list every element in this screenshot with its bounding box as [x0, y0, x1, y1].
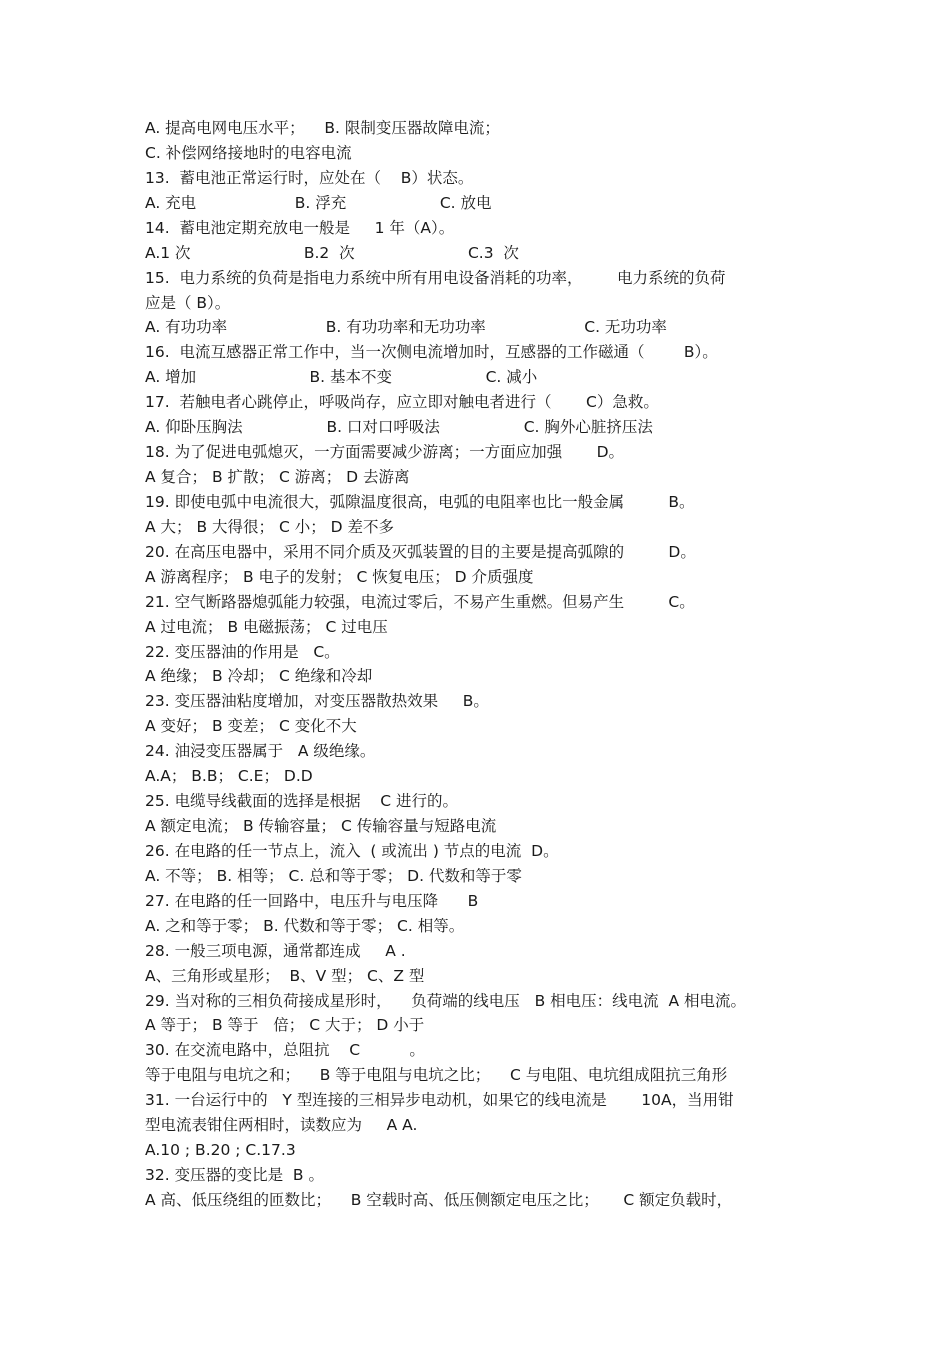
text-line: A. 不等； B. 相等； C. 总和等于零； D. 代数和等于零 [145, 867, 522, 885]
text-line: A 额定电流； B 传输容量； C 传输容量与短路电流 [145, 817, 497, 835]
text-line: A 变好； B 变差； C 变化不大 [145, 717, 357, 735]
text-line: 16. 电流互感器正常工作中，当一次侧电流增加时，互感器的工作磁通（ B）。 [145, 343, 718, 361]
text-line: 19. 即使电弧中电流很大，弧隙温度很高，电弧的电阻率也比一般金属 B。 [145, 493, 695, 511]
text-line: 13. 蓄电池正常运行时，应处在（ B）状态。 [145, 169, 474, 187]
text-line: 30. 在交流电路中，总阻抗 C 。 [145, 1041, 425, 1059]
text-line: 25. 电缆导线截面的选择是根据 C 进行的。 [145, 792, 459, 810]
text-line: 15. 电力系统的负荷是指电力系统中所有用电设备消耗的功率， 电力系统的负荷 [145, 269, 726, 287]
text-line: A、三角形或星形； B、V 型； C、Z 型 [145, 967, 425, 985]
text-line: A 游离程序； B 电子的发射； C 恢复电压； D 介质强度 [145, 568, 534, 586]
text-line: A 高、低压绕组的匝数比； B 空载时高、低压侧额定电压之比； C 额定负载时， [145, 1191, 733, 1209]
text-line: A. 之和等于零； B. 代数和等于零； C. 相等。 [145, 917, 465, 935]
text-line: 28. 一般三项电源，通常都连成 A . [145, 942, 406, 960]
text-line: A 过电流； B 电磁振荡； C 过电压 [145, 618, 388, 636]
text-line: A.1 次 B.2 次 C.3 次 [145, 244, 519, 262]
text-line: 27. 在电路的任一回路中，电压升与电压降 B [145, 892, 479, 910]
text-line: 21. 空气断路器熄弧能力较强，电流过零后，不易产生重燃。但易产生 C。 [145, 593, 695, 611]
text-line: A 复合； B 扩散； C 游离； D 去游离 [145, 468, 410, 486]
text-line: 29. 当对称的三相负荷接成星形时， 负荷端的线电压 B 相电压：线电流 A 相电流。 [145, 992, 747, 1010]
text-line: A.10 ; B.20 ; C.17.3 [145, 1141, 296, 1159]
text-line: A 绝缘； B 冷却； C 绝缘和冷却 [145, 667, 373, 685]
text-line: 17. 若触电者心跳停止，呼吸尚存，应立即对触电者进行（ C）急救。 [145, 393, 659, 411]
text-line: A. 充电 B. 浮充 C. 放电 [145, 194, 492, 212]
text-line: 等于电阻与电坑之和； B 等于电阻与电坑之比； C 与电阻、电坑组成阻抗三角形 [145, 1066, 728, 1084]
text-line: A. 提高电网电压水平； B. 限制变压器故障电流； [145, 119, 500, 137]
text-line: C. 补偿网络接地时的电容电流 [145, 144, 352, 162]
text-line: 26. 在电路的任一节点上，流入 ( 或流出 ) 节点的电流 D。 [145, 842, 559, 860]
text-line: 18. 为了促进电弧熄灭，一方面需要减少游离；一方面应加强 D。 [145, 443, 625, 461]
text-line: A.A； B.B； C.E； D.D [145, 767, 313, 785]
text-line: A 大； B 大得很； C 小； D 差不多 [145, 518, 394, 536]
text-line: A 等于； B 等于 倍； C 大于； D 小于 [145, 1016, 425, 1034]
text-line: 型电流表钳住两相时，读数应为 A A. [145, 1116, 418, 1134]
text-line: A. 仰卧压胸法 B. 口对口呼吸法 C. 胸外心脏挤压法 [145, 418, 653, 436]
text-line: 14. 蓄电池定期充放电一般是 1 年（A）。 [145, 219, 455, 237]
text-line: 31. 一台运行中的 Y 型连接的三相异步电动机，如果它的线电流是 10A，当用钳 [145, 1091, 734, 1109]
text-line: A. 有功功率 B. 有功功率和无功功率 C. 无功功率 [145, 318, 667, 336]
text-line: 20. 在高压电器中，采用不同介质及灭弧装置的目的主要是提高弧隙的 D。 [145, 543, 696, 561]
text-line: 23. 变压器油粘度增加，对变压器散热效果 B。 [145, 692, 489, 710]
text-line: A. 增加 B. 基本不变 C. 减小 [145, 368, 538, 386]
text-line: 22. 变压器油的作用是 C。 [145, 643, 340, 661]
text-line: 32. 变压器的变比是 B 。 [145, 1166, 324, 1184]
text-line: 应是（ B）。 [145, 294, 231, 312]
text-line: 24. 油浸变压器属于 A 级绝缘。 [145, 742, 376, 760]
